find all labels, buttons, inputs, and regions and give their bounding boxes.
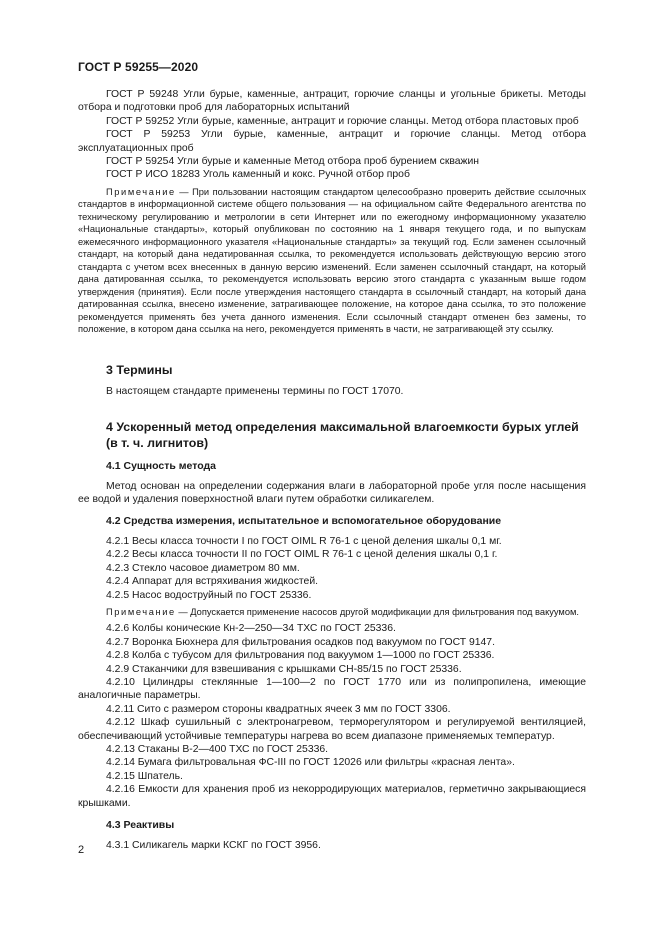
normative-references (78, 88, 586, 182)
equipment-item: 4.2.16 Емкости для хранения проб из некорродирующих материалов, герметично закрывающиеся крышками. (78, 784, 586, 809)
page-content (78, 88, 586, 852)
document-header: ГОСТ Р 59255—2020 (78, 60, 199, 74)
equipment-item: 4.2.3 Стекло часовое диаметром 80 мм. (106, 562, 300, 574)
equipment-item: 4.2.5 Насос водоструйный по ГОСТ 25336. (106, 589, 312, 601)
equipment-item: 4.2.7 Воронка Бюхнера для фильтрования осадков под вакуумом по ГОСТ 9147. (106, 636, 495, 648)
subsection-4-1-text: Метод основан на определении содержания влаги в лабораторной пробе угля после насыщения ее водой и удаления поверхностной влаги путем обработки силикагелем. (78, 480, 586, 506)
equipment-list-b (78, 622, 586, 810)
section-3-title: 3 Термины (106, 362, 173, 377)
note-text: — Допускается применение насосов другой модификации для фильтрования под вакуумом. (178, 606, 579, 617)
equipment-item: 4.2.2 Весы класса точности II по ГОСТ OIML R 76-1 с ценой деления шкалы 0,1 г. (106, 549, 498, 561)
reference-item: ГОСТ Р 59254 Угли бурые и каменные Метод отбора проб бурением скважин (106, 156, 480, 168)
pump-note (78, 606, 586, 619)
subsection-4-3-title: 4.3 Реактивы (106, 819, 175, 832)
equipment-item: 4.2.8 Колба с тубусом для фильтрования под вакуумом 1—1000 по ГОСТ 25336. (106, 650, 495, 662)
equipment-item: 4.2.6 Колбы конические Кн-2—250—34 ТХС по ГОСТ 25336. (106, 623, 396, 635)
reference-item: ГОСТ Р 59252 Угли бурые, каменные, антрацит и горючие сланцы. Метод отбора пластовых проб (106, 115, 579, 127)
references-note (78, 186, 586, 336)
equipment-item: 4.2.10 Цилиндры стеклянные 1—100—2 по ГОСТ 1770 или из полипропилена, имеющие аналогичные параметры. (78, 677, 586, 702)
note-label: Примечание (106, 606, 176, 617)
equipment-item: 4.2.12 Шкаф сушильный с электронагревом, терморегулятором и регулируемой вентиляцией, обеспечивающий устойчивые температуры нагрева во всем диапазоне применяемых температур. (78, 717, 586, 742)
equipment-item: 4.2.4 Аппарат для встряхивания жидкостей. (106, 576, 319, 588)
note-label: Примечание (106, 186, 176, 197)
equipment-item: 4.2.11 Сито с размером стороны квадратных ячеек 3 мм по ГОСТ 3306. (106, 703, 451, 715)
subsection-4-1-title: 4.1 Сущность метода (106, 460, 217, 473)
section-4-title: 4 Ускоренный метод определения максимальной влагоемкости бурых углей (в т. ч. лигнитов) (106, 420, 579, 451)
equipment-item: 4.2.1 Весы класса точности I по ГОСТ OIML R 76-1 с ценой деления шкалы 0,1 мг. (106, 535, 502, 547)
equipment-item: 4.2.14 Бумага фильтровальная ФС-III по ГОСТ 12026 или фильтры «красная лента». (106, 757, 515, 769)
section-3-text: В настоящем стандарте применены термины по ГОСТ 17070. (106, 385, 404, 397)
equipment-item: 4.2.13 Стаканы В-2—400 ТХС по ГОСТ 25336. (106, 744, 329, 756)
page-number: 2 (78, 844, 85, 856)
reference-item: ГОСТ Р 59248 Угли бурые, каменные, антрацит, горючие сланцы и угольные брикеты. Методы отбора и подготовки проб для лабораторных испытаний (78, 89, 586, 114)
reagent-item: 4.3.1 Силикагель марки КСКГ по ГОСТ 3956. (106, 839, 321, 851)
equipment-item: 4.2.15 Шпатель. (106, 770, 183, 782)
reagents-list (78, 839, 586, 852)
reference-item: ГОСТ Р ИСО 18283 Уголь каменный и кокс. Ручной отбор проб (106, 169, 410, 181)
equipment-list-a (78, 535, 586, 602)
subsection-4-2-title: 4.2 Средства измерения, испытательное и вспомогательное оборудование (106, 515, 502, 528)
note-text: — При пользовании настоящим стандартом целесообразно проверить действие ссылочных стандартов в информационной системе общего пользования — на официальном сайте Федерального агентства по техническому регулированию и метрологии в сети Интернет или по ежегодному информационному указателю «Национальные стандарты», который опубликован по состоянию на 1 января текущего года, и по выпускам ежемесячного информационного указателя «Национальные стандарты» за текущий год. Если заменен ссылочный стандарт, на который дана недатированная ссылка, то рекомендуется использовать действующую версию этого стандарта с учетом всех внесенных в данную версию изменений. Если заменен ссылочный стандарт, на который дана датированная ссылка, то рекомендуется использовать версию этого стандарта с указанным выше годом утверждения (принятия). Если после утверждения настоящего стандарта в ссылочный стандарт, на который дана датированная ссылка, внесено изменение, затрагивающее положение, на которое дана ссылка, то это положение рекомендуется применять без учета данного изменения. Если ссылочный стандарт отменен без замены, то положение, в котором дана ссылка на него, рекомендуется применять в части, не затрагивающей эту ссылку. (78, 186, 586, 335)
reference-item: ГОСТ Р 59253 Угли бурые, каменные, антрацит и горючие сланцы. Метод отбора эксплуатационных проб (78, 129, 586, 154)
equipment-item: 4.2.9 Стаканчики для взвешивания с крышками СН-85/15 по ГОСТ 25336. (106, 663, 462, 675)
